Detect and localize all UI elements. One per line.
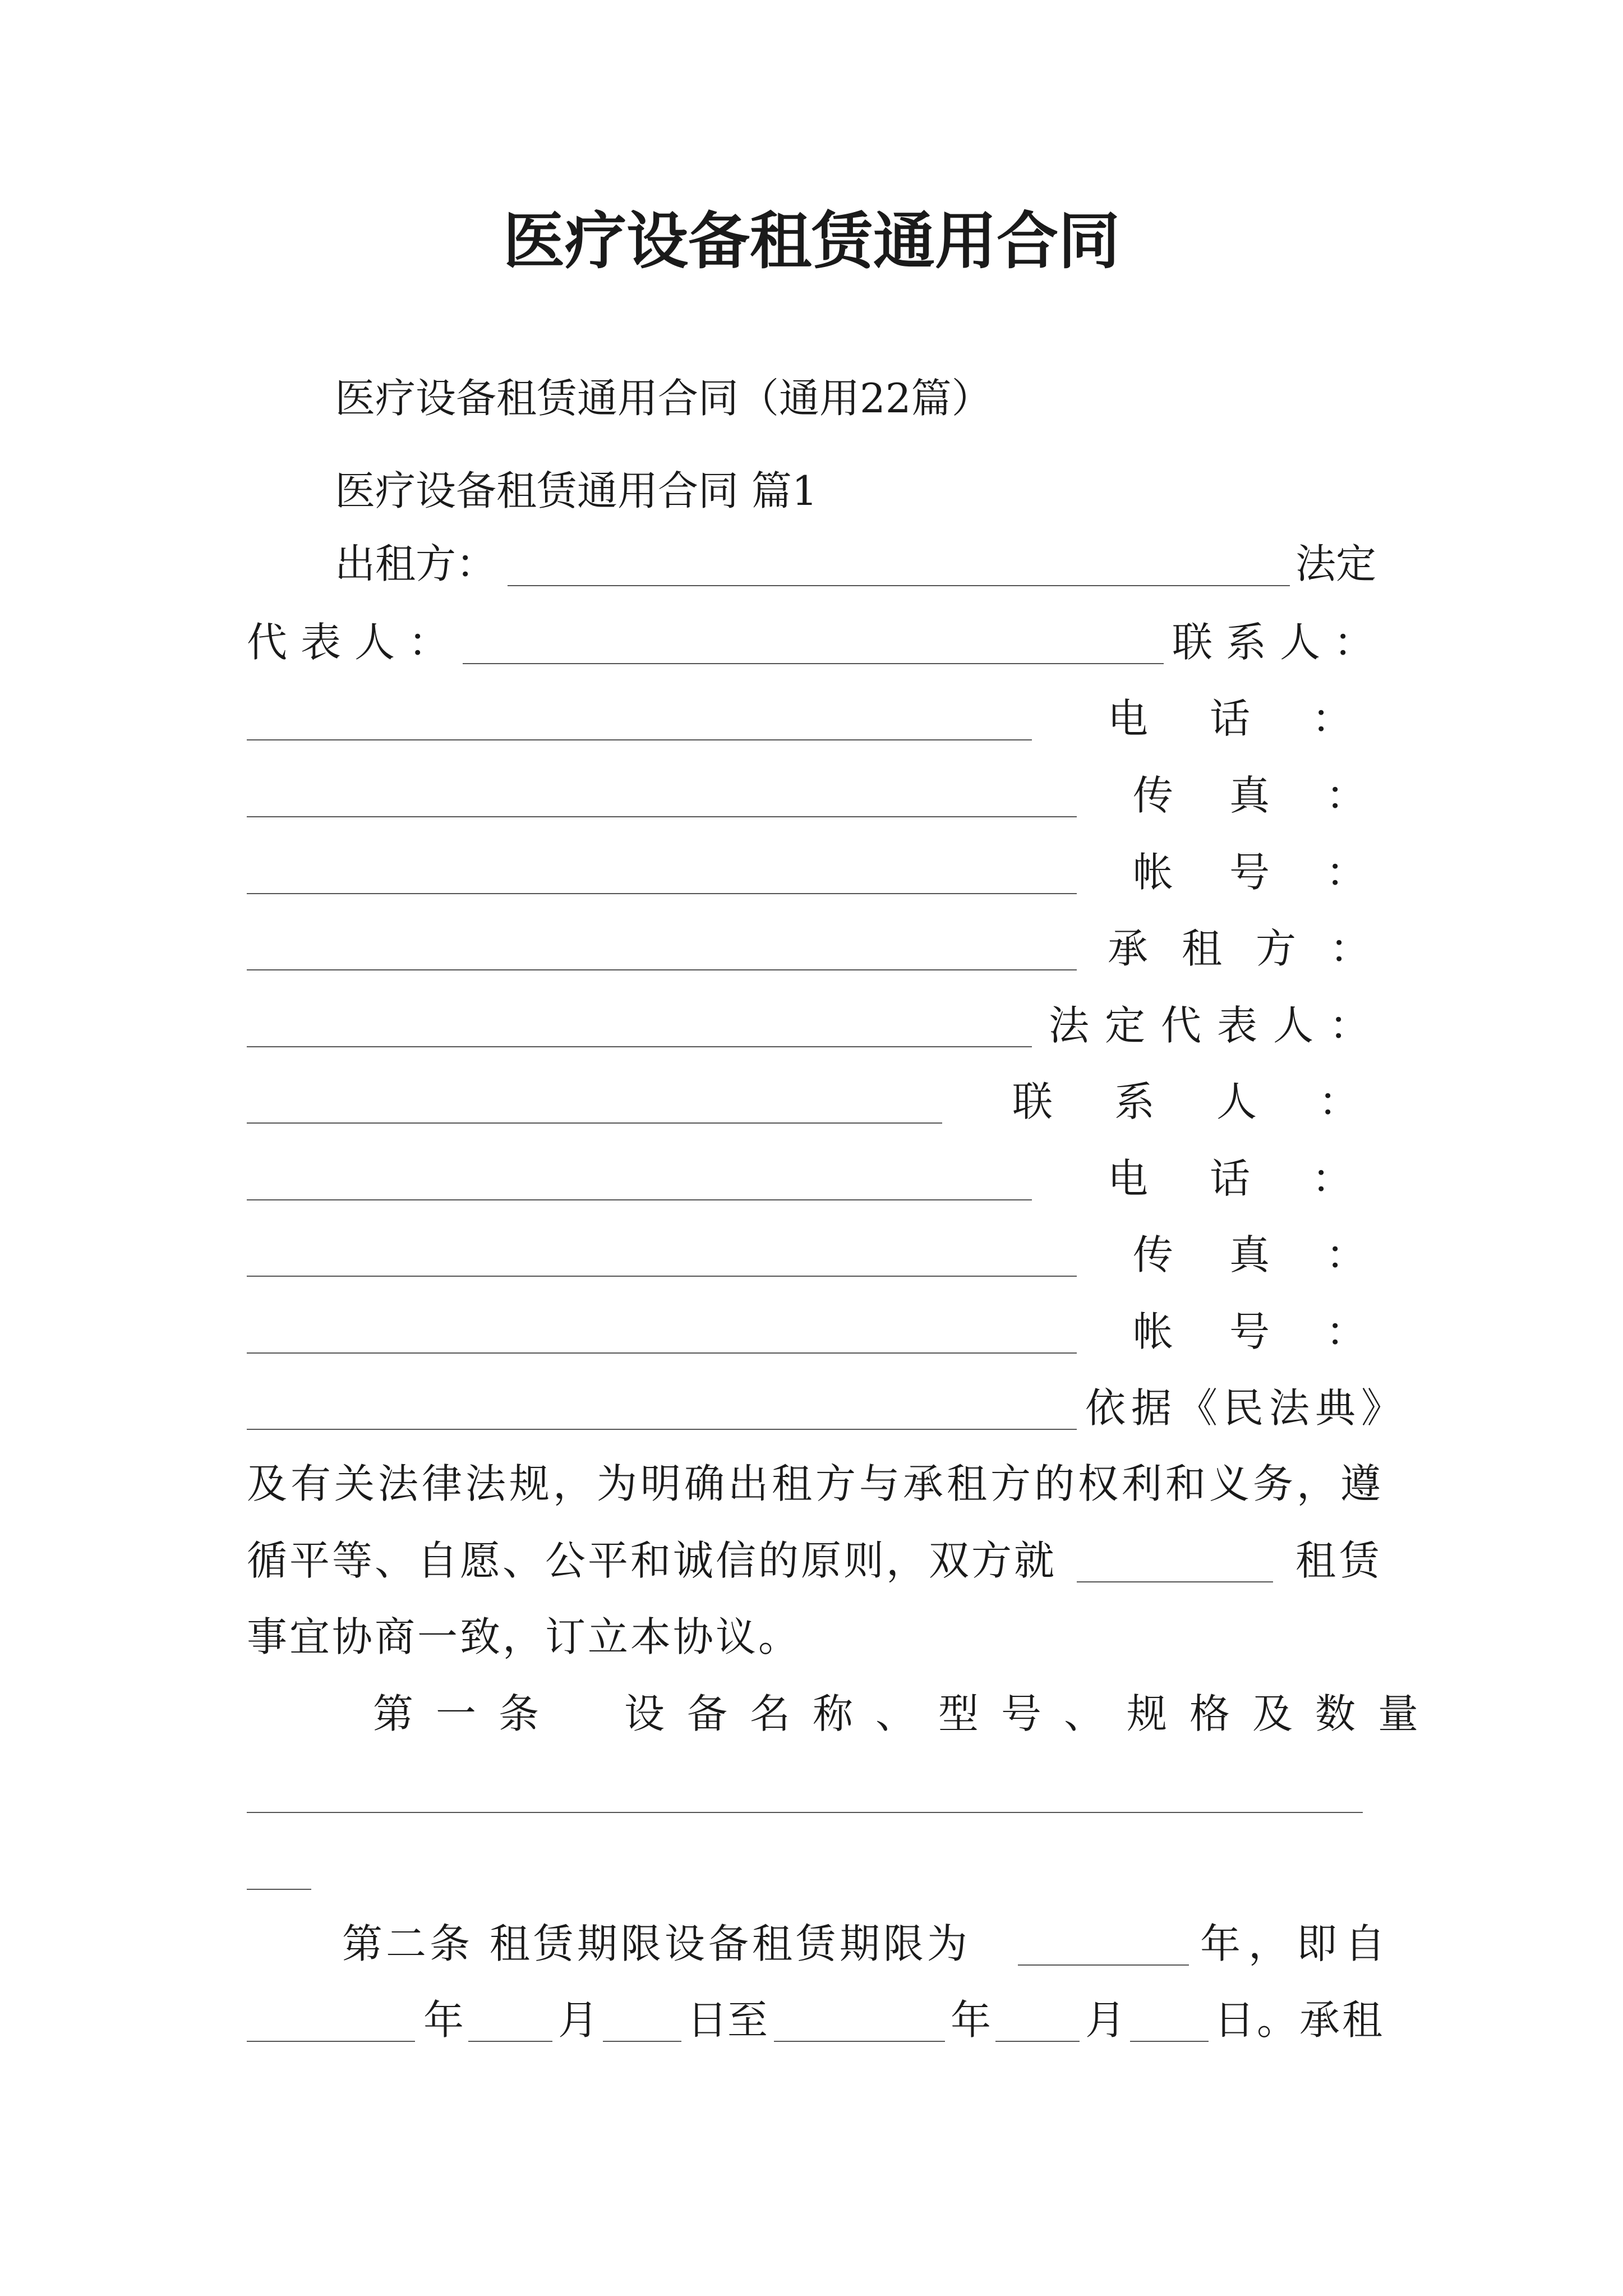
account-blank <box>247 969 1077 970</box>
start-day-blank <box>603 2041 681 2042</box>
lessor-label: 出租方： <box>335 540 497 587</box>
article-2-text-a: 第二条 租赁期限设备租赁期限为 <box>342 1920 971 1967</box>
account-label: 帐号： <box>1133 849 1423 896</box>
basis-line-2b: 租赁 <box>1295 1537 1384 1584</box>
account2-blank <box>247 1429 1077 1430</box>
contact2-blank <box>247 1199 1032 1200</box>
contact2-label: 联系人： <box>1012 1078 1421 1125</box>
legal-rep-label-end: 代表人： <box>247 619 463 666</box>
section-heading: 医疗设备租赁通用合同 篇1 <box>335 467 818 514</box>
basis-line-1: 及有关法律法规，为明确出租方与承租方的权利和义务，遵 <box>247 1460 1385 1507</box>
start-year-label: 年 <box>423 1996 464 2044</box>
article-1-heading: 第一条 设备名称、型号、规格及数量 <box>373 1690 1441 1737</box>
legal-rep-label: 法定代表人： <box>1049 1002 1386 1049</box>
article-1-blank-line <box>247 1812 1363 1813</box>
end-month-blank <box>995 2041 1080 2042</box>
document-subtitle: 医疗设备租赁通用合同（通用22篇） <box>335 375 992 422</box>
lessee-label: 承租方： <box>1108 925 1404 972</box>
matter-blank <box>1077 1581 1273 1582</box>
basis-line-2a: 循平等、自愿、公平和诚信的原则，双方就 <box>247 1537 1057 1584</box>
contact-label: 联系人： <box>1172 619 1388 666</box>
start-day-to-label: 日至 <box>687 1996 768 2044</box>
phone-label: 电话： <box>1108 695 1414 742</box>
article-1-blank-tail <box>247 1889 311 1890</box>
contact-blank <box>247 739 1032 740</box>
phone-blank <box>247 816 1077 817</box>
fax-blank <box>247 893 1077 894</box>
lessor-blank <box>508 585 1290 586</box>
document-title: 医疗设备租赁通用合同 <box>503 205 1120 277</box>
article-2-text-b: 年，即自 <box>1200 1920 1394 1967</box>
term-years-blank <box>1018 1964 1189 1966</box>
end-month-label: 月 <box>1085 1996 1126 2044</box>
legal-rep-label-start: 法定 <box>1295 540 1377 587</box>
account2-label: 帐号： <box>1133 1308 1423 1355</box>
legal-rep-blank <box>463 663 1164 664</box>
fax-label: 传真： <box>1133 772 1423 819</box>
end-year-blank <box>774 2041 945 2042</box>
end-day-label: 日。承租 <box>1214 1996 1385 2044</box>
phone2-blank <box>247 1276 1077 1277</box>
legal-rep2-blank <box>247 1122 942 1124</box>
fax2-label: 传真： <box>1133 1231 1423 1278</box>
basis-line-3: 事宜协商一致，订立本协议。 <box>247 1613 801 1660</box>
phone2-label: 电话： <box>1108 1155 1414 1202</box>
start-month-label: 月 <box>558 1996 599 2044</box>
end-year-label: 年 <box>951 1996 992 2044</box>
start-year-blank <box>247 2041 415 2042</box>
fax2-blank <box>247 1352 1077 1354</box>
basis-start: 依据《民法典》 <box>1085 1384 1408 1432</box>
start-month-blank <box>468 2041 552 2042</box>
end-day-blank <box>1130 2041 1209 2042</box>
lessee-blank <box>247 1046 1032 1047</box>
